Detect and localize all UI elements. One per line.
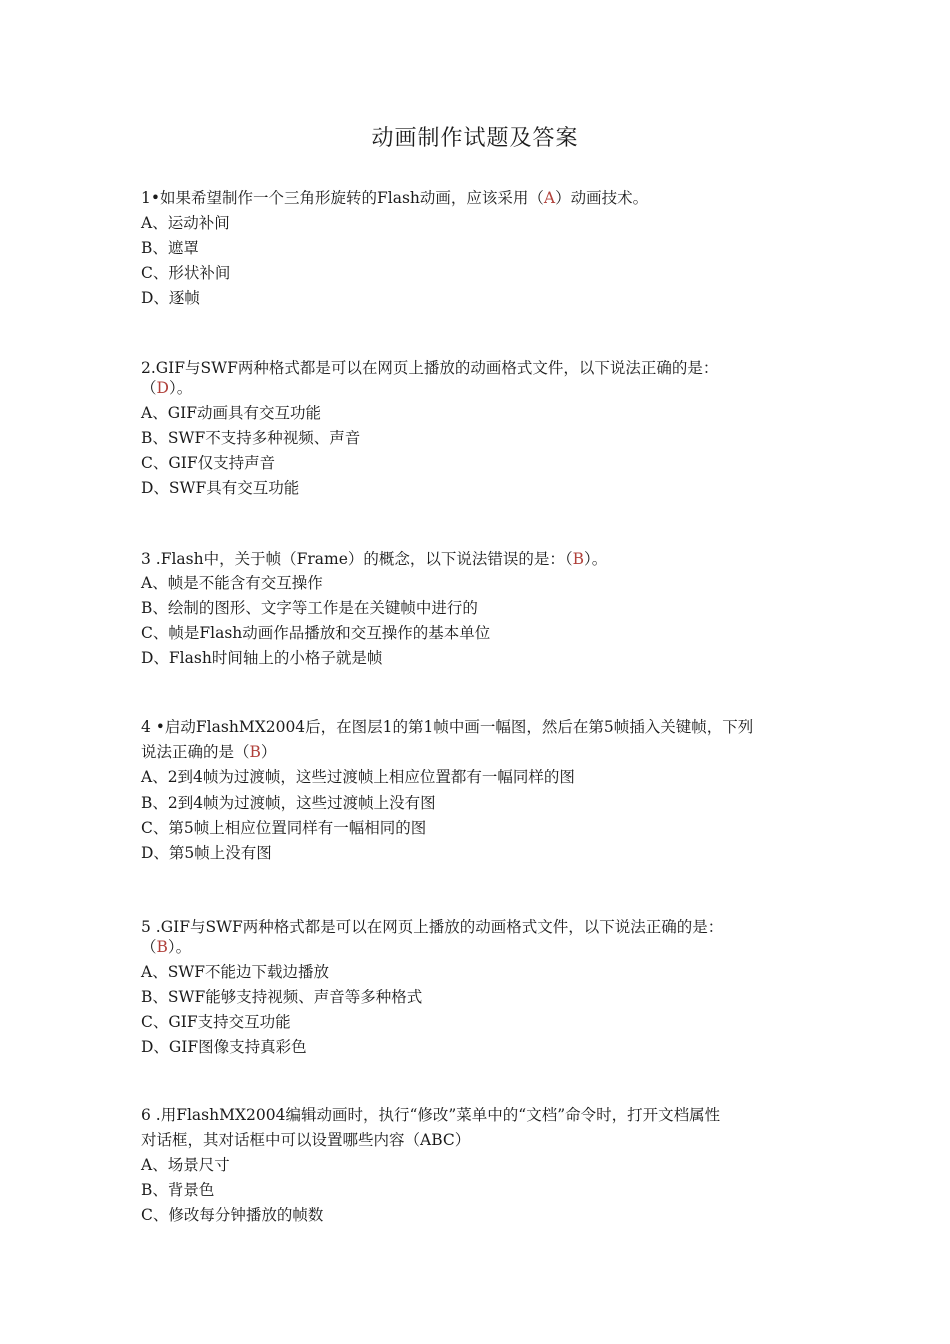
answer-mark: B bbox=[249, 743, 261, 761]
question-3-stem: 3 .Flash中，关于帧（Frame）的概念，以下说法错误的是：（B）。 bbox=[141, 550, 608, 568]
question-6-option-c: C、修改每分钟播放的帧数 bbox=[141, 1206, 324, 1224]
question-2-option-c: C、GIF仅支持声音 bbox=[141, 454, 276, 472]
question-1-option-d: D、逐帧 bbox=[141, 289, 200, 307]
question-5-stem-continued: （B）。 bbox=[141, 938, 192, 956]
question-4-option-a: A、2到4帧为过渡帧，这些过渡帧上相应位置都有一幅同样的图 bbox=[141, 768, 575, 786]
question-1-option-a: A、运动补间 bbox=[141, 214, 230, 232]
answer-mark: B bbox=[572, 550, 585, 568]
question-4-stem-continued: 说法正确的是（B） bbox=[141, 743, 277, 761]
question-6-stem: 6 .用FlashMX2004编辑动画时，执行“修改”菜单中的“文档”命令时，打开文档属性 bbox=[141, 1106, 721, 1124]
question-5-stem: 5 .GIF与SWF两种格式都是可以在网页上播放的动画格式文件，以下说法正确的是： bbox=[141, 918, 724, 936]
question-2-stem: 2.GIF与SWF两种格式都是可以在网页上播放的动画格式文件，以下说法正确的是： bbox=[141, 359, 719, 377]
page-title: 动画制作试题及答案 bbox=[371, 126, 579, 151]
question-6-option-a: A、场景尺寸 bbox=[141, 1156, 230, 1174]
question-1-stem: 1•如果希望制作一个三角形旋转的Flash动画，应该采用（A）动画技术。 bbox=[141, 189, 649, 207]
question-2-option-a: A、GIF动画具有交互功能 bbox=[141, 404, 321, 422]
question-2-stem-continued: （D）。 bbox=[141, 379, 193, 397]
answer-mark: D bbox=[156, 379, 169, 397]
question-3-option-b: B、绘制的图形、文字等工作是在关键帧中进行的 bbox=[141, 599, 478, 617]
question-1-option-b: B、遮罩 bbox=[141, 239, 199, 257]
question-5-option-b: B、SWF能够支持视频、声音等多种格式 bbox=[141, 988, 423, 1006]
question-2-option-d: D、SWF具有交互功能 bbox=[141, 479, 300, 497]
question-3-option-c: C、帧是Flash动画作品播放和交互操作的基本单位 bbox=[141, 624, 491, 642]
question-5-option-a: A、SWF不能边下载边播放 bbox=[141, 963, 329, 981]
question-6-stem-continued: 对话框，其对话框中可以设置哪些内容（ABC） bbox=[141, 1131, 471, 1149]
question-4-stem: 4 •启动FlashMX2004后，在图层1的第1帧中画一幅图，然后在第5帧插入关键帧，下列 bbox=[141, 718, 754, 736]
question-4-option-d: D、第5帧上没有图 bbox=[141, 844, 272, 862]
question-4-option-c: C、第5帧上相应位置同样有一幅相同的图 bbox=[141, 819, 427, 837]
question-3-option-d: D、Flash时间轴上的小格子就是帧 bbox=[141, 649, 383, 667]
question-1-option-c: C、形状补间 bbox=[141, 264, 231, 282]
question-5-option-c: C、GIF支持交互功能 bbox=[141, 1013, 291, 1031]
question-3-option-a: A、帧是不能含有交互操作 bbox=[141, 574, 323, 592]
answer-mark: A bbox=[543, 189, 556, 207]
question-2-option-b: B、SWF不支持多种视频、声音 bbox=[141, 429, 361, 447]
answer-mark: B bbox=[156, 938, 168, 956]
question-6-option-b: B、背景色 bbox=[141, 1181, 215, 1199]
question-5-option-d: D、GIF图像支持真彩色 bbox=[141, 1038, 307, 1056]
question-4-option-b: B、2到4帧为过渡帧，这些过渡帧上没有图 bbox=[141, 794, 436, 812]
